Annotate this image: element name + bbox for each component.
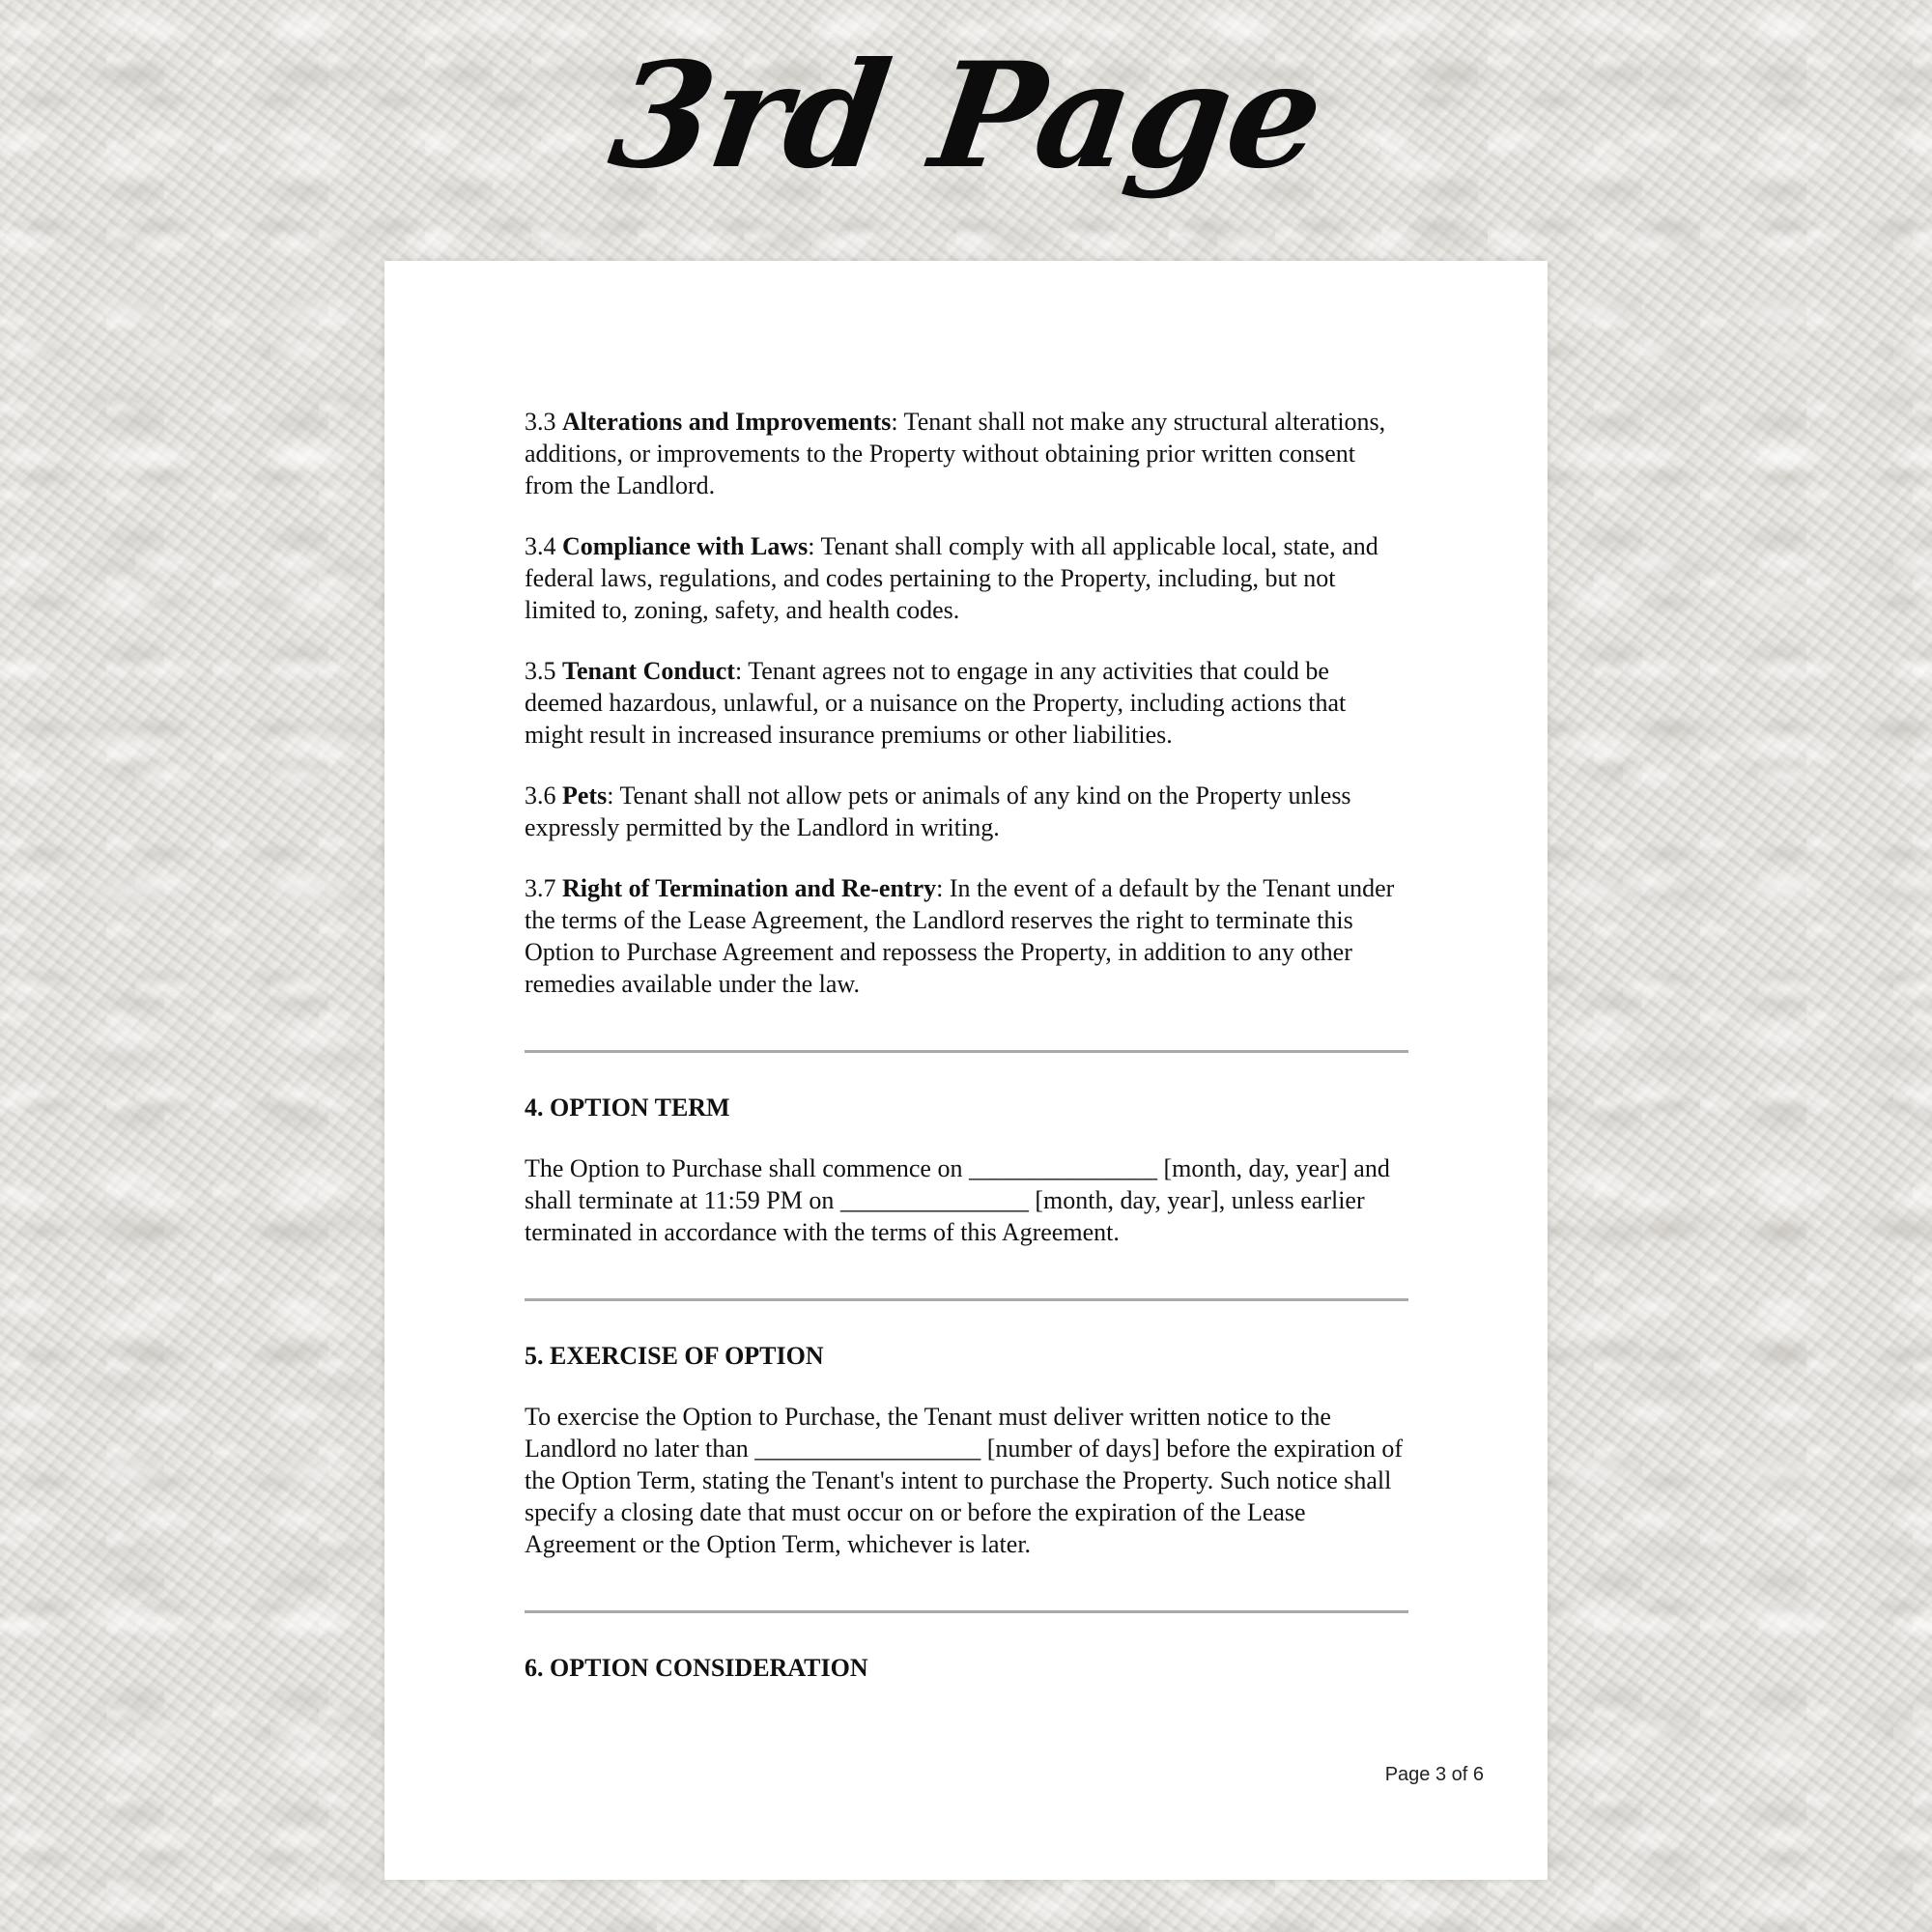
clause-3-7	[525, 872, 1408, 1000]
clause-title: Tenant Conduct	[562, 657, 735, 685]
section-body-option-term: The Option to Purchase shall commence on _______________ [month, day, year] and shall terminate at 11:59 PM on _______________ [month, day, year], unless earlier terminated in accordance with the terms of this Agreement.	[525, 1154, 1390, 1246]
document-page	[384, 261, 1548, 1880]
clause-3-6	[525, 780, 1408, 843]
clause-text: : Tenant shall not make any structural alterations, additions, or improvements to the Property without obtaining prior written consent from the Landlord.	[525, 408, 1386, 499]
clause-3-5	[525, 655, 1408, 751]
clause-title: Compliance with Laws	[562, 532, 809, 560]
section-body-exercise-of-option: To exercise the Option to Purchase, the Tenant must deliver written notice to the Landlord no later than __________________ [number of days] before the expiration of the Option Term, stating the Tenant's intent to purchase the Property. Such notice shall specify a closing date that must occur on or before the expiration of the Lease Agreement or the Option Term, whichever is later.	[525, 1403, 1404, 1558]
clause-title: Alterations and Improvements	[562, 408, 892, 436]
page-banner-title: 3rd Page	[601, 31, 1331, 201]
section-divider	[525, 1610, 1408, 1613]
clause-number: 3.3	[525, 408, 556, 436]
clause-number: 3.5	[525, 657, 556, 685]
clause-title: Pets	[562, 781, 608, 810]
clause-text: : Tenant shall not allow pets or animals of any kind on the Property unless expressly permitted by the Landlord in writing.	[525, 781, 1351, 841]
clause-title: Right of Termination and Re-entry	[562, 874, 937, 902]
clause-text: : In the event of a default by the Tenant under the terms of the Lease Agreement, the Landlord reserves the right to terminate this Option to Purchase Agreement and repossess the Property, in addition to any other remedies available under the law.	[525, 874, 1395, 998]
section-divider	[525, 1298, 1408, 1301]
section-heading-exercise-of-option: 5. EXERCISE OF OPTION	[525, 1342, 824, 1370]
section-divider	[525, 1050, 1408, 1053]
page-number: Page 3 of 6	[1384, 1764, 1484, 1785]
clause-number: 3.4	[525, 532, 556, 560]
clause-text: : Tenant agrees not to engage in any activities that could be deemed hazardous, unlawful, or a nuisance on the Property, including actions that might result in increased insurance premiums or other liabilities.	[525, 657, 1347, 749]
clause-3-3	[525, 406, 1408, 501]
section-heading-option-term: 4. OPTION TERM	[525, 1094, 730, 1122]
document-body	[525, 406, 1408, 1713]
clause-3-4	[525, 530, 1408, 626]
clause-number: 3.6	[525, 781, 556, 810]
section-heading-option-consideration: 6. OPTION CONSIDERATION	[525, 1654, 868, 1682]
clause-number: 3.7	[525, 874, 556, 902]
clause-text: : Tenant shall comply with all applicable local, state, and federal laws, regulations, and codes pertaining to the Property, including, but not limited to, zoning, safety, and health codes.	[525, 532, 1378, 624]
